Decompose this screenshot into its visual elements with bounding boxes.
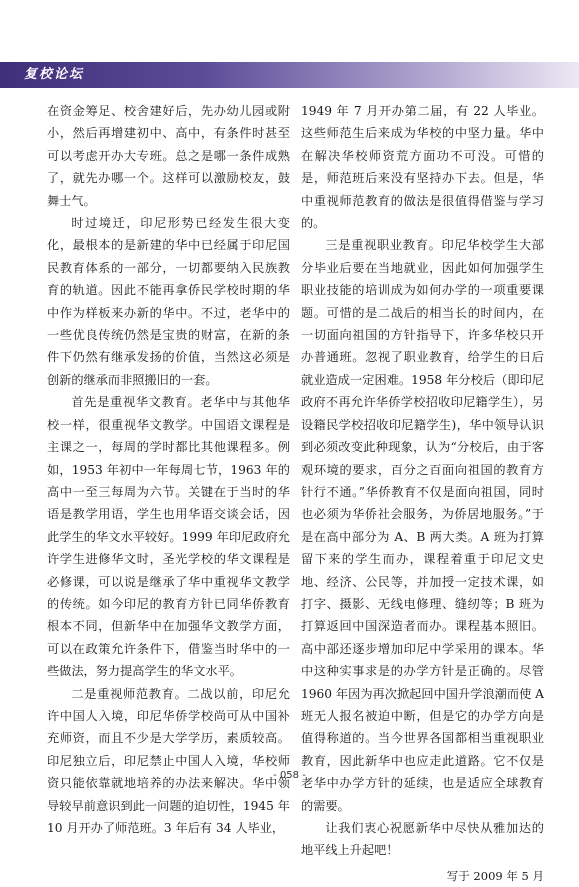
- right-column: [301, 100, 544, 887]
- section-title: 复校论坛: [24, 67, 85, 82]
- paragraph: 在资金筹足、校舍建好后，先办幼儿园或附小，然后再增建初中、高中，有条件时甚至可以考虑开办大专班。总之是哪一条件成熟了，就先办哪一个。这样可以激励校友，鼓舞士气。: [47, 104, 290, 208]
- left-column: [47, 100, 290, 839]
- paragraph: 让我们衷心祝愿新华中尽快从雅加达的地平线上升起吧！: [301, 821, 544, 858]
- paragraph: 三是重视职业教育。印尼华校学生大部分毕业后要在当地就业，因此如何加强学生职业技能的培训成为如何办学的一项重要课题。可惜的是二战后的相当长的时间内，在一切面向祖国的方针指导下，许多华校只开办普通班。忽视了职业教育，给学生的日后就业造成一定困难。1958 年分校后（即印尼政府不再允许华侨学校招收印尼籍学生），另设籍民学校招收印尼籍学生)，华中领导认识到必须改变此种现象，认为“分校后，由于客观环境的要求，百分之百面向祖国的教育方针行不通。”华侨教育不仅是面向祖国，同时也必须为华侨社会服务，为侨居地服务。”于是在高中部分为 A、B 两大类。A 班为打算留下来的学生而办，课程着重于印尼文史地、经济、公民等，并加授一定技术课，如打字、摄影、无线电修理、缝纫等；B 班为打算返回中国深造者而办。课程基本照旧。高中部还逐步增加印尼中学采用的课本。华中这种实事求是的办学方针是正确的。尽管 1960 年因为再次掀起回中国升学浪潮而使 A 班无人报名被迫中断，但是它的办学方向是值得称道的。当今世界各国都相当重视职业教育，因此新华中也应走此道路。它不仅是老华中办学方针的延续，也是适应全球教育的需要。: [301, 238, 544, 813]
- header-bar: [0, 62, 579, 88]
- header-band: [0, 0, 579, 88]
- paragraph: 时过境迁，印尼形势已经发生很大变化，最根本的是新建的华中已经属于印尼国民教育体系的一部分，一切都要纳入民族教育的轨道。因此不能再拿侨民学校时期的华中作为样板来办新的华中。不过，老华中的一些优良传统仍然是宝贵的财富，在新的条件下仍然有继承发扬的价值，当然这必须是创新的继承而非照搬旧的一套。: [47, 216, 290, 387]
- signature-date: 写于 2009 年 5 月: [446, 868, 544, 883]
- page-number: - 058 -: [273, 770, 306, 781]
- paragraph: 1949 年 7 月开办第二届，有 22 人毕业。这些师范生后来成为华校的中坚力量。华中在解决华校师资荒方面功不可没。可惜的是，师范班后来没有坚持办下去。但是，华中重视师范教育的做法是很值得借鉴与学习的。: [301, 104, 544, 231]
- paragraph: 二是重视师范教育。二战以前，印尼允许中国人入境，印尼华侨学校尚可从中国补充师资，而且不少是大学学历，素质较高。印尼独立后，印尼禁止中国人入境，华校师资只能依靠就地培养的办法来解决。华中领导较早前意识到此一问题的迫切性，1945 年 10 月开办了师范班。3 年后有 34 人毕业，: [47, 686, 290, 835]
- paragraph: 首先是重视华文教育。老华中与其他华校一样，很重视华文教学。中国语文课程是主课之一，每周的学时都比其他课程多。例如，1953 年初中一年每周七节，1963 年的高中一至三每周为六节。关键在于当时的华语是教学用语，学生也用华语交谈会话，因此学生的华文水平较好。1999 年印尼政府允许学生进修华文时，圣光学校的华文课程是必修课，可以说是继承了华中重视华文教学的传统。如今印尼的教育方针已同华侨教育根本不同，但新华中在加强华文教学方面，可以在政策允许条件下，借鉴当时华中的一些做法，努力提高学生的华文水平。: [47, 395, 290, 679]
